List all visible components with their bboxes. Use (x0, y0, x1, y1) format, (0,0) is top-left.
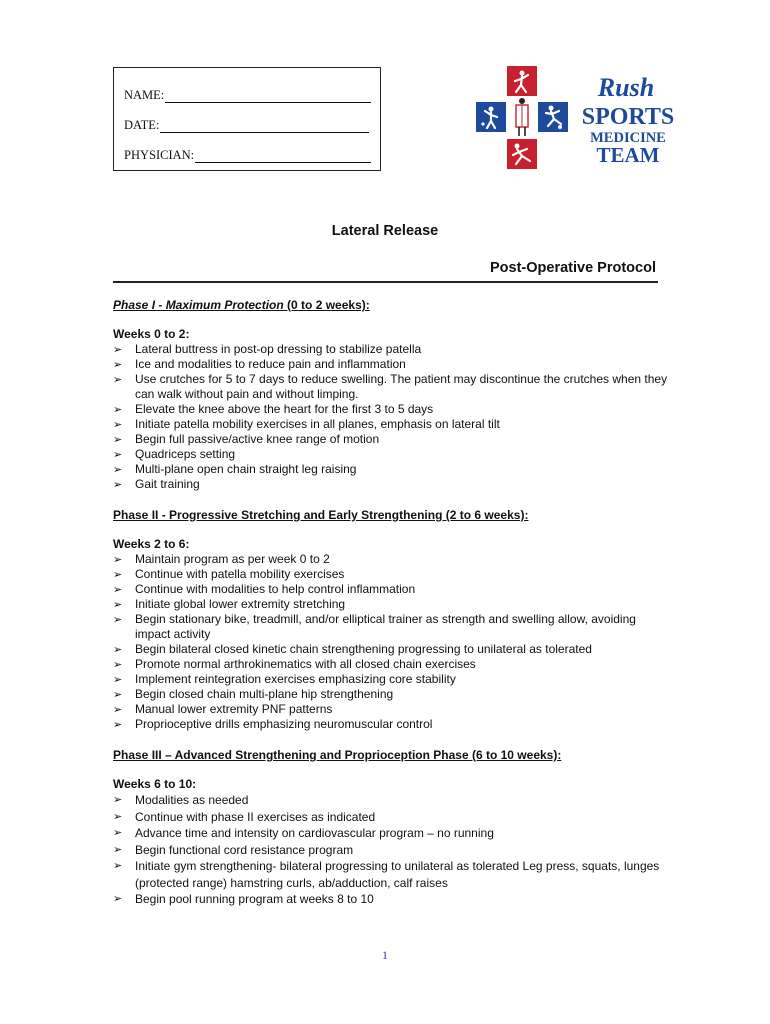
list-item: ➢ Gait training (113, 477, 200, 491)
name-label: NAME: (124, 88, 165, 102)
arrow-bullet-icon: ➢ (113, 793, 123, 806)
list-item: ➢ Begin closed chain multi-plane hip strengthening (113, 687, 394, 701)
arrow-bullet-icon: ➢ (113, 568, 123, 581)
phase2-weeks-heading: Weeks 2 to 6: (113, 537, 190, 551)
arrow-bullet-icon: ➢ (113, 892, 123, 905)
arrow-bullet-icon: ➢ (113, 859, 123, 872)
phase2-heading: Phase II - Progressive Stretching and Early Strengthening (2 to 6 weeks): (113, 508, 529, 522)
date-label: DATE: (124, 118, 160, 132)
protocol-content (113, 298, 673, 908)
list-item: ➢ Continue with phase II exercises as indicated (113, 809, 376, 824)
page-number: 1 (382, 948, 388, 962)
name-field-line (165, 91, 371, 103)
phase3-list (113, 792, 673, 908)
phase1-heading-range: (0 to 2 weeks): (283, 298, 370, 312)
arrow-bullet-icon: ➢ (113, 478, 123, 491)
logo-rush-text: Rush (597, 73, 655, 102)
arrow-bullet-icon: ➢ (113, 553, 123, 566)
logo-medicine-text: MEDICINE (590, 130, 666, 146)
list-item: ➢ Begin pool running program at weeks 8 to 10 (113, 892, 374, 906)
arrow-bullet-icon: ➢ (113, 403, 123, 416)
list-item: ➢ Ice and modalities to reduce pain and inflammation (113, 357, 406, 371)
list-item: ➢ Begin bilateral closed kinetic chain strengthening progressing to unilateral as tolerated (113, 642, 592, 656)
arrow-bullet-icon: ➢ (113, 643, 123, 656)
list-item: ➢ Implement reintegration exercises emphasizing core stability (113, 672, 456, 686)
phase3-weeks-heading: Weeks 6 to 10: (113, 777, 197, 791)
phase1-heading-italic: Phase I - Maximum Protection (113, 298, 284, 312)
list-item: ➢ Initiate gym strengthening- bilateral progressing to unilateral as tolerated Leg press, squats, lunges (protected range) hamstring curls, ab/adduction, calf raises (113, 859, 660, 890)
arrow-bullet-icon: ➢ (113, 448, 123, 461)
list-item: ➢ Lateral buttress in post-op dressing to stabilize patella (113, 342, 422, 356)
list-item: ➢ Begin functional cord resistance program (113, 842, 354, 857)
logo-bottom-square (507, 139, 537, 169)
doctor-figure-icon (516, 98, 528, 136)
list-item: ➢ Modalities as needed (113, 793, 249, 807)
logo-team-text: TEAM (596, 143, 660, 167)
arrow-bullet-icon: ➢ (113, 463, 123, 476)
date-field-line (160, 121, 369, 133)
arrow-bullet-icon: ➢ (113, 842, 123, 856)
list-item: ➢ Continue with modalities to help control inflammation (113, 582, 416, 596)
physician-field-line (195, 151, 371, 163)
list-item: ➢ Elevate the knee above the heart for the first 3 to 5 days (113, 402, 434, 416)
list-item: ➢ Promote normal arthrokinematics with all closed chain exercises (113, 657, 476, 671)
list-item: ➢ Initiate patella mobility exercises in all planes, emphasis on lateral tilt (113, 417, 500, 431)
arrow-bullet-icon: ➢ (113, 718, 123, 731)
arrow-bullet-icon: ➢ (113, 703, 123, 716)
list-item: ➢ Quadriceps setting (113, 447, 236, 461)
phase1-weeks-heading: Weeks 0 to 2: (113, 327, 190, 341)
physician-row (124, 148, 371, 163)
rush-sports-medicine-logo (476, 64, 686, 176)
list-item: ➢ Advance time and intensity on cardiovascular program – no running (113, 826, 494, 840)
title-divider (113, 281, 658, 283)
logo-sports-text: SPORTS (581, 104, 675, 130)
list-item: ➢ Initiate global lower extremity stretching (113, 597, 346, 611)
phase1-list (113, 342, 673, 492)
list-item: ➢ Proprioceptive drills emphasizing neuromuscular control (113, 717, 433, 731)
arrow-bullet-icon: ➢ (113, 688, 123, 701)
arrow-bullet-icon: ➢ (113, 358, 123, 371)
list-item: ➢ Use crutches for 5 to 7 days to reduce swelling. The patient may discontinue the crutches when they can walk without pain and without limping. (113, 372, 668, 401)
patient-info-box (113, 67, 381, 171)
arrow-bullet-icon: ➢ (113, 418, 123, 431)
phase1-heading (113, 298, 673, 313)
arrow-bullet-icon: ➢ (113, 809, 123, 823)
document-title: Lateral Release (331, 223, 439, 239)
list-item: ➢ Continue with patella mobility exercises (113, 567, 345, 581)
arrow-bullet-icon: ➢ (113, 598, 123, 611)
arrow-bullet-icon: ➢ (113, 613, 123, 626)
list-item: ➢ Begin stationary bike, treadmill, and/or elliptical trainer as strength and swelling allow, avoiding impact activity (113, 612, 636, 641)
arrow-bullet-icon: ➢ (113, 433, 123, 446)
arrow-bullet-icon: ➢ (113, 658, 123, 671)
date-row (124, 118, 369, 133)
physician-label: PHYSICIAN: (124, 148, 195, 162)
document-subtitle: Post-Operative Protocol (490, 260, 656, 276)
phase2-list (113, 552, 673, 732)
list-item: ➢ Multi-plane open chain straight leg raising (113, 462, 357, 476)
name-row (124, 88, 371, 103)
arrow-bullet-icon: ➢ (113, 373, 123, 386)
arrow-bullet-icon: ➢ (113, 343, 123, 356)
list-item: ➢ Manual lower extremity PNF patterns (113, 702, 333, 716)
list-item: ➢ Begin full passive/active knee range of motion (113, 432, 380, 446)
phase3-heading: Phase III – Advanced Strengthening and Proprioception Phase (6 to 10 weeks): (113, 748, 562, 762)
list-item: ➢ Maintain program as per week 0 to 2 (113, 552, 330, 566)
arrow-bullet-icon: ➢ (113, 673, 123, 686)
arrow-bullet-icon: ➢ (113, 826, 123, 839)
arrow-bullet-icon: ➢ (113, 583, 123, 596)
